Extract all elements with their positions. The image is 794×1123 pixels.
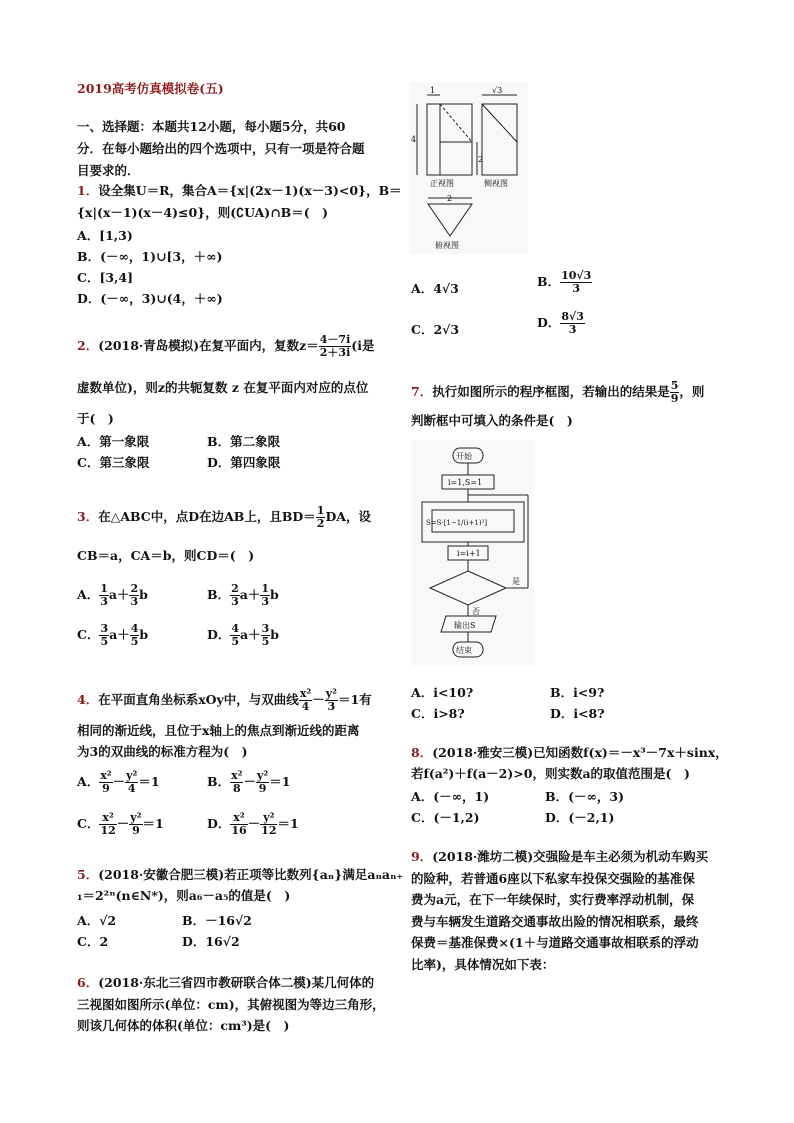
q6-option-b[interactable]: B． $\frac{10√3}{3}$ bbox=[537, 269, 592, 295]
top-view-triangle bbox=[428, 204, 472, 236]
q4-number: 4． bbox=[77, 692, 99, 707]
svg-text:俯视图: 俯视图 bbox=[435, 241, 459, 250]
q8-option-a[interactable]: A．(－∞，1) bbox=[411, 789, 490, 804]
q8-option-c[interactable]: C．(－1,2) bbox=[411, 810, 480, 825]
q9-line-2: 的险种，若普通6座以下私家车投保交强险的基准保 bbox=[411, 871, 695, 886]
q3-option-d[interactable]: D． $\frac{4}{5}$ a＋ $\frac{3}{5}$ b bbox=[207, 622, 280, 648]
q1-option-d[interactable]: D．(－∞，3)∪(4，＋∞) bbox=[77, 291, 223, 306]
svg-text:开始: 开始 bbox=[456, 452, 472, 461]
q2-fraction: $\frac{4-7i}{2+3i}$ bbox=[319, 333, 351, 359]
q4-option-d[interactable]: D． $\frac{\text{x²}}{16}$ － $\frac{\text{y²}}{12}$ ＝1 bbox=[207, 811, 299, 837]
svg-text:输出S: 输出S bbox=[454, 621, 476, 630]
q7-line-1: 7．执行如图所示的程序框图，若输出的结果是 $\frac{5}{9}$ ，则 bbox=[411, 379, 705, 405]
q5-line-1: 5．(2018·安徽合肥三模)若正项等比数列{aₙ}满足aₙaₙ₊ bbox=[77, 867, 404, 882]
svg-text:√3: √3 bbox=[492, 86, 503, 95]
section-line-3: 目要求的． bbox=[77, 163, 140, 178]
q1-line-2: {x|(x－1)(x－4)≤0}，则(∁UA)∩B＝( ) bbox=[77, 205, 329, 220]
q7-option-c[interactable]: C．i>8? bbox=[411, 706, 465, 721]
svg-text:2: 2 bbox=[478, 155, 484, 164]
q9-line-6: 比率)，具体情况如下表： bbox=[411, 957, 555, 972]
front-view-rect bbox=[427, 104, 472, 175]
svg-text:否: 否 bbox=[472, 607, 480, 616]
q1-line-1: 1．设全集U＝R，集合A＝{x|(2x－1)(x－3)<0}，B＝ bbox=[77, 183, 402, 198]
svg-text:S=S·[1−1/(i+1)²]: S=S·[1−1/(i+1)²] bbox=[426, 519, 488, 527]
q7-option-a[interactable]: A．i<10? bbox=[411, 685, 474, 700]
q2-option-c[interactable]: C．第三象限 bbox=[77, 455, 150, 470]
three-view-figure bbox=[410, 82, 528, 254]
q4-line-2: 相同的渐近线，且位于x轴上的焦点到渐近线的距离 bbox=[77, 723, 360, 738]
q2-option-b[interactable]: B．第二象限 bbox=[207, 434, 281, 449]
q6-line-2: 三视图如图所示(单位：cm)，其俯视图为等边三角形， bbox=[77, 997, 385, 1012]
q4-line-1: 4．在平面直角坐标系xOy中，与双曲线 $\frac{\text{x²}}{4}$ － $\frac{\text{y²}}{3}$ ＝1有 bbox=[77, 687, 372, 713]
q6-number: 6． bbox=[77, 975, 99, 990]
q2-number: 2． bbox=[77, 338, 99, 353]
q3-number: 3． bbox=[77, 509, 99, 524]
q4-option-c[interactable]: C． $\frac{\text{x²}}{12}$ － $\frac{\text{y²}}{9}$ ＝1 bbox=[77, 811, 164, 837]
q5-option-c[interactable]: C．2 bbox=[77, 934, 109, 949]
q1-number: 1． bbox=[77, 183, 99, 198]
q5-option-b[interactable]: B．－16√2 bbox=[182, 913, 252, 928]
q3-fraction: $\frac{1}{2}$ bbox=[316, 504, 325, 530]
q6-line-1: 6．(2018·东北三省四市教研联合体二模)某几何体的 bbox=[77, 975, 375, 990]
q9-number: 9． bbox=[411, 849, 433, 864]
q6-option-a[interactable]: A．4√3 bbox=[411, 281, 459, 296]
svg-text:1: 1 bbox=[430, 86, 436, 95]
svg-text:正视图: 正视图 bbox=[430, 179, 454, 188]
q8-line-2: 若f(a²)＋f(a－2)>0，则实数a的取值范围是( ) bbox=[411, 766, 690, 781]
q8-option-b[interactable]: B．(－∞，3) bbox=[545, 789, 625, 804]
svg-text:i=1,S=1: i=1,S=1 bbox=[448, 478, 483, 487]
flow-decision-diamond bbox=[430, 571, 506, 605]
q5-option-a[interactable]: A．√2 bbox=[77, 913, 117, 928]
svg-text:结束: 结束 bbox=[456, 646, 472, 655]
section-line-2: 分．在每小题给出的四个选项中，只有一项是符合题 bbox=[77, 141, 365, 156]
program-flowchart bbox=[412, 440, 534, 666]
q9-line-4: 费与车辆发生道路交通事故出险的情况相联系，最终 bbox=[411, 914, 699, 929]
q7-number: 7． bbox=[411, 384, 433, 399]
q4-option-a[interactable]: A． $\frac{\text{x²}}{9}$ － $\frac{\text{y²}}{4}$ ＝1 bbox=[77, 769, 160, 795]
q1-option-c[interactable]: C．[3,4] bbox=[77, 270, 134, 285]
q4-option-b[interactable]: B． $\frac{\text{x²}}{8}$ － $\frac{\text{y²}}{9}$ ＝1 bbox=[207, 769, 291, 795]
q5-option-d[interactable]: D．16√2 bbox=[182, 934, 240, 949]
q5-line-2: ₁＝2²ⁿ(n∈N*)，则a₆－a₅的值是( ) bbox=[77, 888, 291, 903]
q2-option-d[interactable]: D．第四象限 bbox=[207, 455, 281, 470]
q1-option-a[interactable]: A．[1,3) bbox=[77, 228, 133, 243]
q6-option-d[interactable]: D． $\frac{8√3}{3}$ bbox=[537, 310, 584, 336]
svg-text:侧视图: 侧视图 bbox=[484, 179, 508, 188]
q3-option-b[interactable]: B． $\frac{2}{3}$ a＋ $\frac{1}{3}$ b bbox=[207, 582, 279, 608]
q7-option-b[interactable]: B．i<9? bbox=[550, 685, 605, 700]
q6-option-c[interactable]: C．2√3 bbox=[411, 322, 460, 337]
q8-number: 8． bbox=[411, 745, 433, 760]
q2-line-3: 于( ) bbox=[77, 411, 114, 426]
svg-text:4: 4 bbox=[411, 135, 417, 144]
q9-line-1: 9．(2018·潍坊二模)交强险是车主必须为机动车购买 bbox=[411, 849, 709, 864]
q1-option-b[interactable]: B．(－∞，1)∪[3，＋∞) bbox=[77, 249, 223, 264]
q2-line-2: 虚数单位)，则z的共轭复数 z 在复平面内对应的点位 bbox=[77, 380, 369, 395]
q6-line-3: 则该几何体的体积(单位：cm³)是( ) bbox=[77, 1018, 290, 1033]
q3-line-1: 3．在△ABC中，点D在边AB上，且BD＝ $\frac{1}{2}$ DA，设 bbox=[77, 504, 371, 530]
q8-line-1: 8．(2018·雅安三模)已知函数f(x)＝－x³－7x＋sinx， bbox=[411, 745, 728, 760]
svg-text:是: 是 bbox=[512, 577, 520, 586]
q9-line-5: 保费＝基准保费×(1＋与道路交通事故相联系的浮动 bbox=[411, 935, 699, 950]
q7-fraction: $\frac{5}{9}$ bbox=[670, 379, 679, 405]
q2-option-a[interactable]: A．第一象限 bbox=[77, 434, 150, 449]
q4-line-3: 为3的双曲线的标准方程为( ) bbox=[77, 744, 248, 759]
q8-option-d[interactable]: D．(－2,1) bbox=[545, 810, 615, 825]
q3-option-a[interactable]: A． $\frac{1}{3}$ a＋ $\frac{2}{3}$ b bbox=[77, 582, 148, 608]
q7-option-d[interactable]: D．i<8? bbox=[550, 706, 605, 721]
page-title: 2019高考仿真模拟卷(五) bbox=[77, 81, 224, 96]
svg-text:i=i+1: i=i+1 bbox=[457, 549, 481, 558]
q3-option-c[interactable]: C． $\frac{3}{5}$ a＋ $\frac{4}{5}$ b bbox=[77, 622, 149, 648]
side-view-rect bbox=[482, 104, 517, 175]
q9-line-3: 费为a元，在下一年续保时，实行费率浮动机制，保 bbox=[411, 892, 695, 907]
svg-text:2: 2 bbox=[447, 194, 453, 203]
section-line-1: 一、选择题：本题共12小题，每小题5分，共60 bbox=[77, 119, 346, 134]
q3-line-2: CB＝a，CA＝b，则CD＝( ) bbox=[77, 548, 255, 563]
q2-line-1: 2．(2018·青岛模拟)在复平面内，复数z＝ $\frac{4-7i}{2+3i}$ (i是 bbox=[77, 333, 375, 359]
q7-line-2: 判断框中可填入的条件是( ) bbox=[411, 413, 573, 428]
q5-number: 5． bbox=[77, 867, 99, 882]
